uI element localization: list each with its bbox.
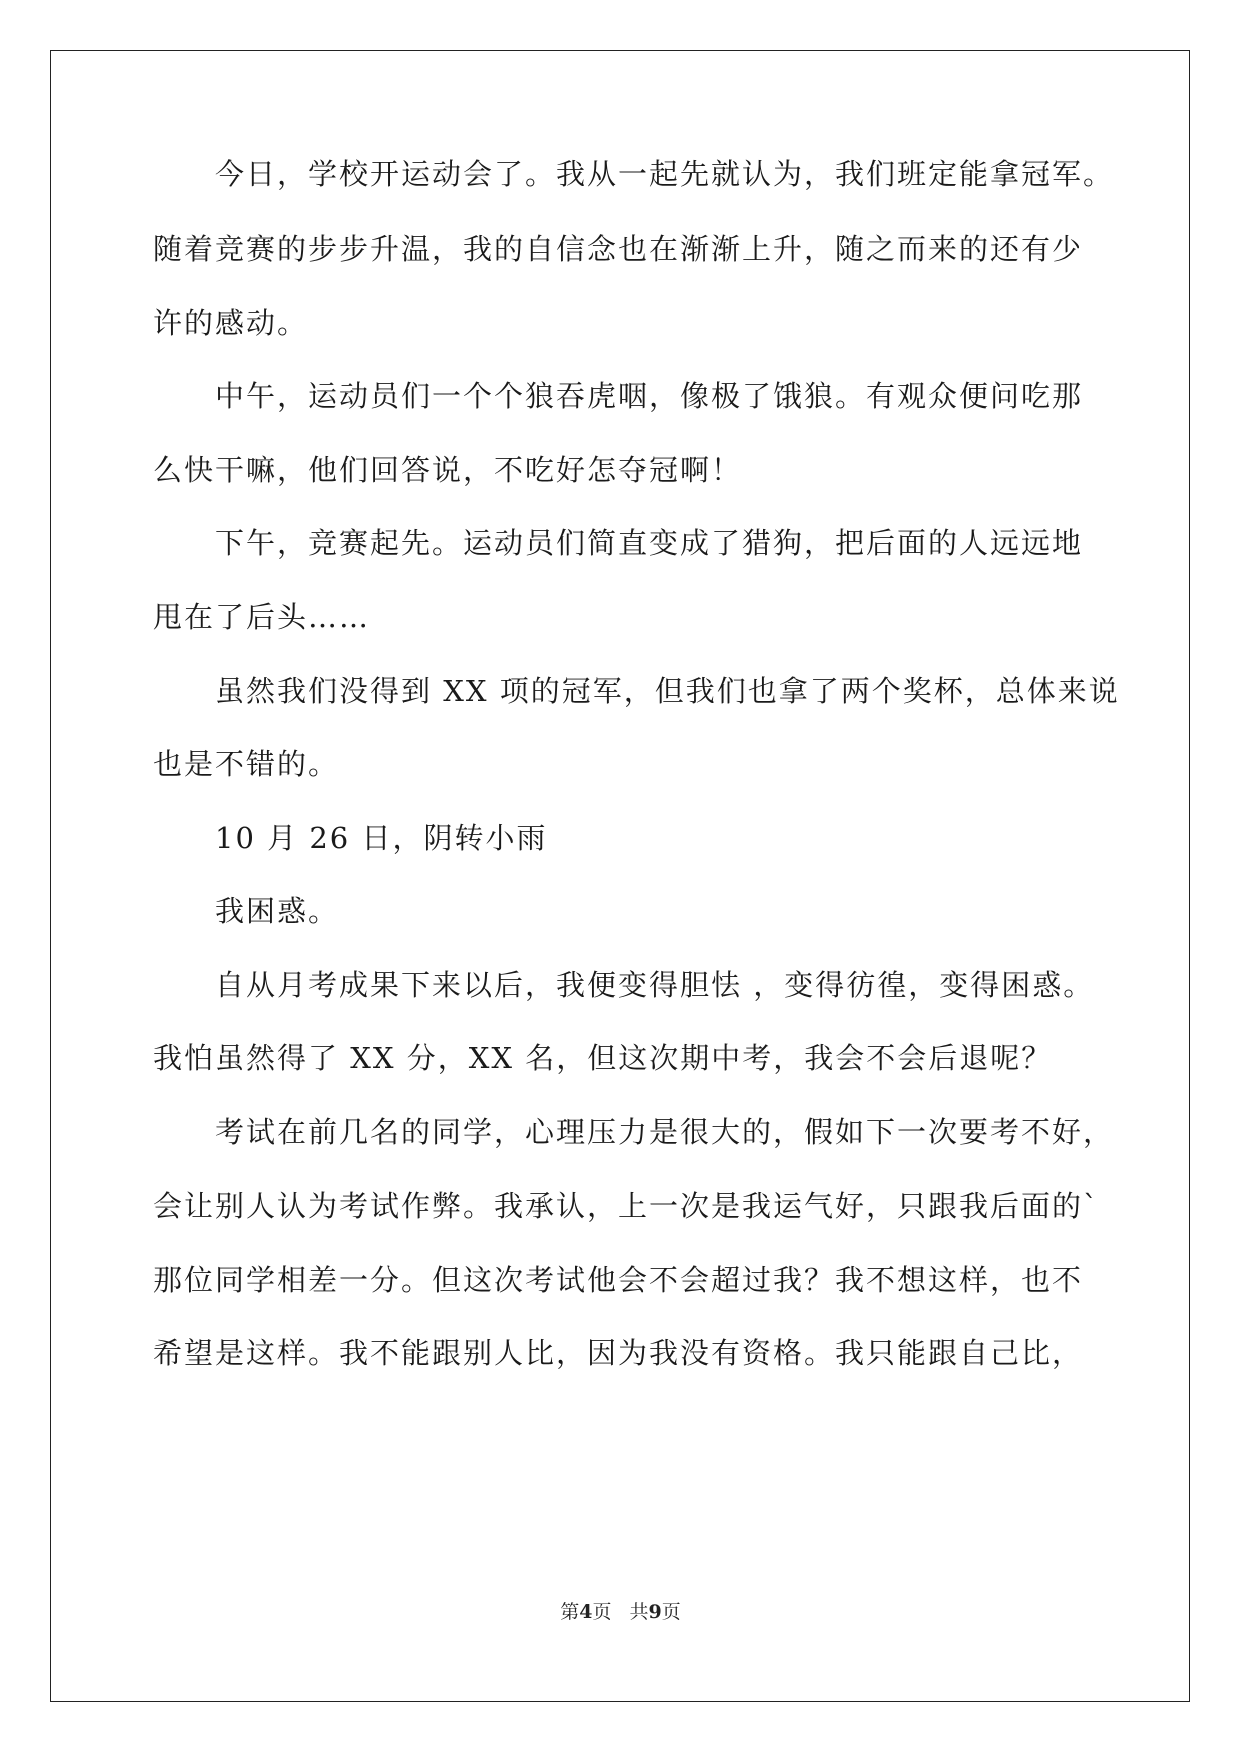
paragraph-line: 随着竞赛的步步升温，我的自信念也在渐渐上升，随之而来的还有少 <box>153 232 1084 266</box>
page-suffix: 页 <box>592 1601 612 1623</box>
paragraph-line: 我怕虽然得了 XX 分，XX 名，但这次期中考，我会不会后退呢？ <box>153 1041 1053 1075</box>
paragraph-line: 下午，竞赛起先。运动员们简直变成了猎狗，把后面的人远远地 <box>215 526 1084 560</box>
paragraph-line: 么快干嘛，他们回答说，不吃好怎夺冠啊！ <box>153 453 743 487</box>
paragraph-line: 我困惑。 <box>215 894 340 928</box>
paragraph-line: 虽然我们没得到 XX 项的冠军，但我们也拿了两个奖杯，总体来说 <box>215 674 1120 708</box>
paragraph-line: 自从月考成果下来以后，我便变得胆怯 ，变得彷徨，变得困惑。 <box>215 968 1095 1002</box>
paragraph-line: 希望是这样。我不能跟别人比，因为我没有资格。我只能跟自己比， <box>153 1336 1084 1370</box>
paragraph-line: 也是不错的。 <box>153 747 340 781</box>
paragraph-line: 许的感动。 <box>153 306 309 340</box>
page-footer <box>0 1600 1241 1624</box>
total-prefix: 共 <box>629 1601 649 1623</box>
paragraph-line: 考试在前几名的同学，心理压力是很大的，假如下一次要考不好， <box>215 1115 1115 1149</box>
page-current: 4 <box>579 1601 593 1623</box>
page-prefix: 第 <box>560 1601 580 1623</box>
page-border <box>50 50 1190 1702</box>
total-suffix: 页 <box>661 1601 681 1623</box>
paragraph-line: 今日，学校开运动会了。我从一起先就认为，我们班定能拿冠军。 <box>215 157 1115 191</box>
paragraph-line: 甩在了后头…… <box>153 600 371 634</box>
paragraph-line: 那位同学相差一分。但这次考试他会不会超过我？我不想这样，也不 <box>153 1263 1084 1297</box>
date-heading: 10 月 26 日，阴转小雨 <box>215 821 548 855</box>
paragraph-line: 会让别人认为考试作弊。我承认，上一次是我运气好，只跟我后面的` <box>153 1189 1100 1223</box>
paragraph-line: 中午，运动员们一个个狼吞虎咽，像极了饿狼。有观众便问吃那 <box>215 379 1084 413</box>
page-total: 9 <box>648 1601 662 1623</box>
